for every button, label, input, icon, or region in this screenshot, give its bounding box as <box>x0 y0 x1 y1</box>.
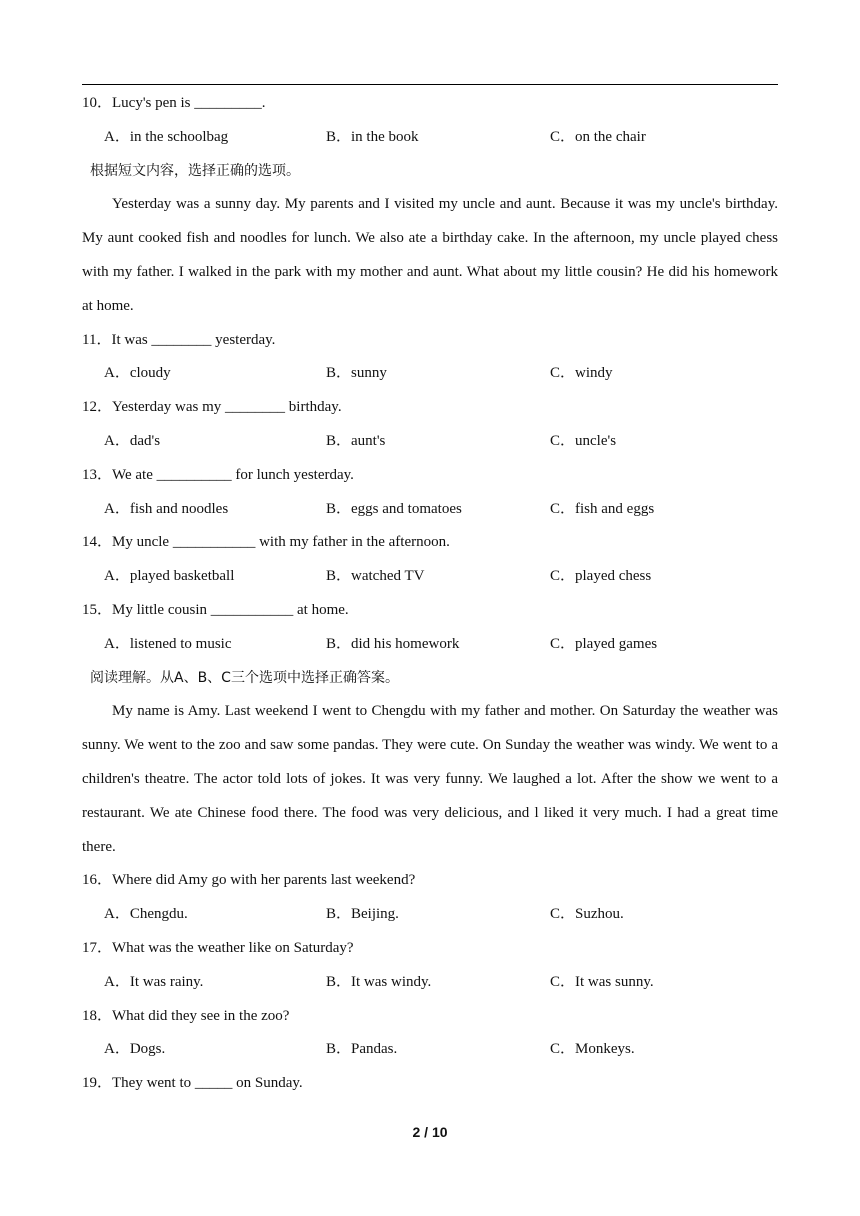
answer-option-a[interactable]: A．dad's <box>104 432 161 449</box>
question-text: 10．Lucy's pen is _________. <box>82 95 266 111</box>
answer-options <box>82 898 778 932</box>
answer-option-a[interactable]: A．played basketball <box>104 568 235 585</box>
page-number: 2 / 10 <box>412 1124 448 1140</box>
question-text: 18．What did they see in the zoo? <box>82 1007 290 1024</box>
answer-option-b[interactable]: B．did his homework <box>326 635 460 652</box>
answer-option-c[interactable]: C．Suzhou. <box>550 906 624 923</box>
answer-options <box>82 425 778 459</box>
answer-option-b[interactable]: B．watched TV <box>326 568 425 585</box>
question-text: 11．It was ________ yesterday. <box>82 331 276 348</box>
answer-option-b[interactable]: B．eggs and tomatoes <box>326 500 462 517</box>
reading-passage: My name is Amy. Last weekend I went to Chengdu with my father and mother. On Saturday the weather was sunny. We went to the zoo and saw some pandas. They were cute. On Sunday the weather was windy. We went to a children's theatre. The actor told lots of jokes. It was very funny. We laughed a lot. After the show we went to a restaurant. We ate Chinese food there. The food was very delicious, and l liked it very much. I had a great time there. <box>82 703 778 855</box>
answer-option-b[interactable]: B．Pandas. <box>326 1041 398 1058</box>
answer-option-c[interactable]: C．on the chair <box>550 128 646 145</box>
question-text: 14．My uncle ___________ with my father in the afternoon. <box>82 534 450 551</box>
header-rule <box>82 84 778 85</box>
answer-option-a[interactable]: A．Dogs. <box>104 1041 166 1058</box>
answer-option-c[interactable]: C．uncle's <box>550 432 617 449</box>
answer-option-a[interactable]: A．It was rainy. <box>104 973 204 990</box>
answer-option-c[interactable]: C．Monkeys. <box>550 1041 635 1058</box>
answer-option-c[interactable]: C．windy <box>550 365 613 382</box>
answer-option-a[interactable]: A．cloudy <box>104 365 171 382</box>
answer-option-b[interactable]: B．It was windy. <box>326 973 432 990</box>
answer-options <box>82 1033 778 1067</box>
question-text: 13．We ate __________ for lunch yesterday. <box>82 466 354 483</box>
answer-option-b[interactable]: B．sunny <box>326 365 387 382</box>
section-instruction: 阅读理解。从A、B、C三个选项中选择正确答案。 <box>90 669 399 686</box>
question-text: 16．Where did Amy go with her parents last weekend? <box>82 872 416 889</box>
answer-option-a[interactable]: A．Chengdu. <box>104 906 188 923</box>
document-body <box>82 87 778 1101</box>
answer-options <box>82 966 778 1000</box>
answer-options <box>82 560 778 594</box>
answer-options <box>82 357 778 391</box>
answer-option-c[interactable]: C．played games <box>550 635 658 652</box>
answer-option-b[interactable]: B．Beijing. <box>326 906 399 923</box>
answer-option-a[interactable]: A．fish and noodles <box>104 500 229 517</box>
answer-option-a[interactable]: A．listened to music <box>104 635 232 652</box>
answer-option-b[interactable]: B．aunt's <box>326 432 386 449</box>
answer-options <box>82 493 778 527</box>
answer-option-a[interactable]: A．in the schoolbag <box>104 128 229 145</box>
answer-options <box>82 121 778 155</box>
question-text: 19．They went to _____ on Sunday. <box>82 1075 303 1092</box>
answer-option-c[interactable]: C．played chess <box>550 568 652 585</box>
answer-option-c[interactable]: C．fish and eggs <box>550 500 655 517</box>
answer-options <box>82 628 778 662</box>
question-text: 12．Yesterday was my ________ birthday. <box>82 399 342 416</box>
reading-passage: Yesterday was a sunny day. My parents and I visited my uncle and aunt. Because it was my uncle's birthday. My aunt cooked fish and noodles for lunch. We also ate a birthday cake. In the afternoon, my uncle played chess with my father. I walked in the park with my mother and aunt. What about my little cousin? He did his homework at home. <box>82 196 778 314</box>
section-instruction: 根据短文内容，选择正确的选项。 <box>90 162 300 179</box>
question-text: 15．My little cousin ___________ at home. <box>82 601 349 618</box>
answer-option-b[interactable]: B．in the book <box>326 128 419 145</box>
question-text: 17．What was the weather like on Saturday? <box>82 939 354 956</box>
answer-option-c[interactable]: C．It was sunny. <box>550 973 654 990</box>
